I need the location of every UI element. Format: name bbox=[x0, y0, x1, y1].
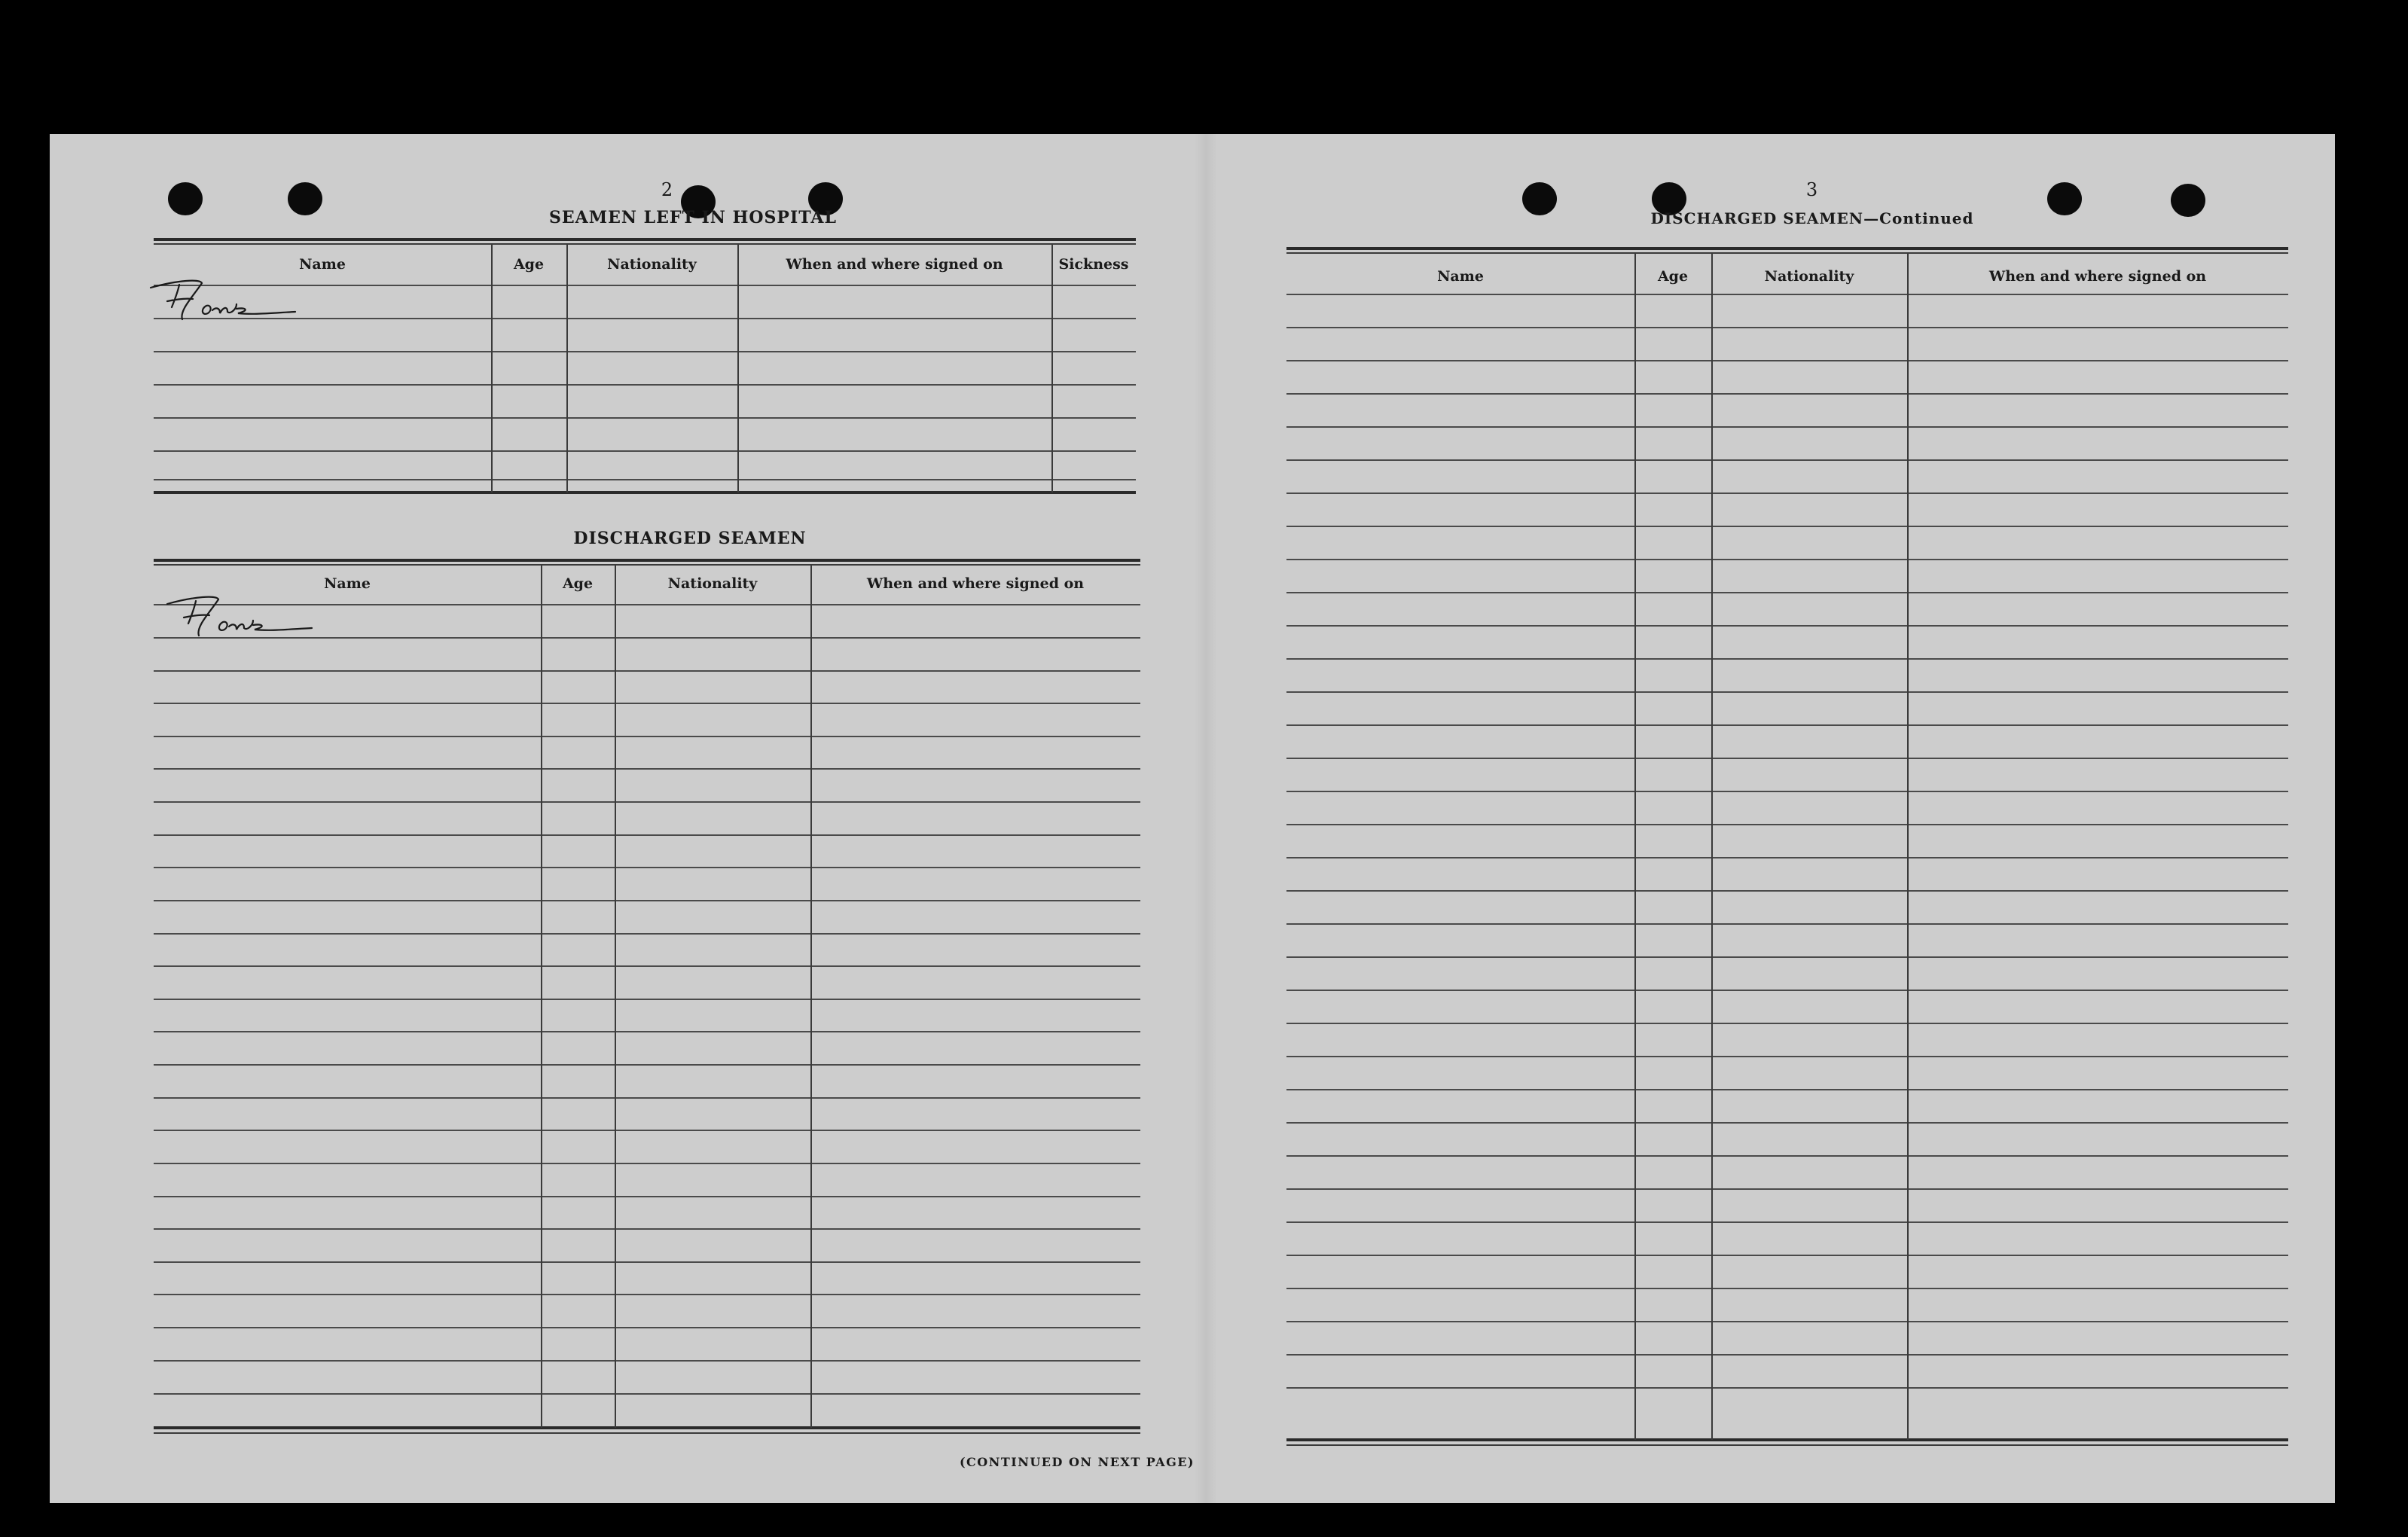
column-header-sickness: Sickness bbox=[1058, 256, 1129, 273]
punch-hole bbox=[2171, 184, 2205, 217]
column-header-age: Age bbox=[1657, 268, 1689, 285]
handwritten-none-entry bbox=[148, 274, 321, 327]
column-header-name: Name bbox=[324, 575, 371, 592]
discharged-section-title: DISCHARGED SEAMEN bbox=[573, 529, 807, 548]
column-header-name: Name bbox=[1437, 268, 1484, 285]
punch-hole bbox=[168, 182, 203, 215]
punch-hole bbox=[288, 182, 322, 215]
punch-hole bbox=[2047, 182, 2082, 215]
page-fold bbox=[1195, 134, 1217, 1503]
column-header-when-where: When and where signed on bbox=[786, 256, 1003, 273]
column-header-name: Name bbox=[299, 256, 346, 273]
column-header-nationality: Nationality bbox=[667, 575, 758, 592]
column-header-nationality: Nationality bbox=[1764, 268, 1854, 285]
handwritten-none-entry bbox=[164, 590, 337, 643]
punch-hole bbox=[1522, 182, 1557, 215]
hospital-table bbox=[154, 238, 1136, 512]
hospital-section-title: SEAMEN LEFT IN HOSPITAL bbox=[549, 208, 837, 227]
discharged-continued-title: DISCHARGED SEAMEN—Continued bbox=[1650, 209, 1974, 227]
column-header-nationality: Nationality bbox=[607, 256, 697, 273]
continued-footer: (CONTINUED ON NEXT PAGE) bbox=[959, 1455, 1195, 1469]
discharged-continued-table bbox=[1286, 247, 2288, 1461]
column-header-age: Age bbox=[513, 256, 545, 273]
column-header-when-where: When and where signed on bbox=[866, 575, 1085, 592]
page-number-left: 2 bbox=[661, 179, 674, 200]
discharged-table bbox=[154, 559, 1140, 1449]
column-header-age: Age bbox=[562, 575, 594, 592]
page-number-right: 3 bbox=[1805, 179, 1819, 200]
document-sheet bbox=[50, 134, 2335, 1503]
column-header-when-where: When and where signed on bbox=[1988, 268, 2207, 285]
